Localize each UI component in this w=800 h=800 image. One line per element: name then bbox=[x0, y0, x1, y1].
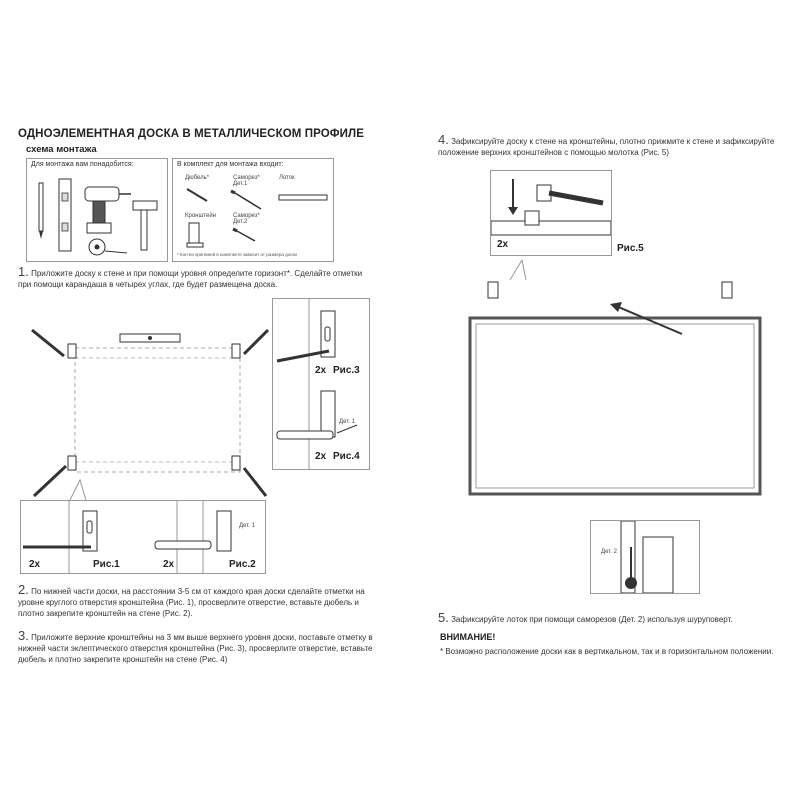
warning-title: ВНИМАНИЕ! bbox=[440, 632, 496, 642]
dowel-icon bbox=[187, 189, 207, 201]
bracket-icon bbox=[217, 511, 231, 551]
pencil-icon bbox=[39, 183, 43, 239]
bracket-icon bbox=[83, 511, 97, 551]
step-3 bbox=[18, 630, 378, 665]
step-2 bbox=[18, 584, 378, 619]
fig1-count: 2x bbox=[29, 559, 41, 570]
fig12-box bbox=[20, 500, 266, 574]
step-3-number: 3. bbox=[18, 628, 29, 643]
step-1-illustration bbox=[20, 300, 270, 500]
tray-icon bbox=[279, 195, 327, 200]
fig2-label: Рис.2 bbox=[229, 559, 256, 570]
fig6-box bbox=[590, 520, 700, 594]
fig4-part: Дет. 1 bbox=[339, 419, 355, 425]
bracket-icon bbox=[68, 344, 76, 358]
fig3-count: 2x bbox=[315, 365, 327, 376]
kit-footnote: * Кол-во крепежей в комплекте зависит от размера доски bbox=[177, 252, 297, 257]
fig5-box bbox=[490, 170, 644, 256]
step-3-text: Приложите верхние кронштейны на 3 мм выше верхнего уровня доски, поставьте отметку в нижней части эклептического отверстия кронштейна (Рис. 3), просверлите отверстие, вставьте дюбель и плотно закрепите кронштейн на стене (Рис. 4) bbox=[18, 633, 373, 664]
fig1-label: Рис.1 bbox=[93, 559, 120, 570]
fig34-box bbox=[272, 298, 370, 470]
level-icon bbox=[120, 334, 180, 342]
fig5-label: Рис.5 bbox=[617, 243, 644, 254]
bracket-icon bbox=[321, 391, 335, 437]
screw-icon bbox=[231, 191, 261, 209]
fig2-part: Дет. 1 bbox=[239, 523, 255, 529]
fig5-illustration bbox=[491, 171, 611, 255]
step-4 bbox=[438, 134, 783, 158]
kit-illustration bbox=[173, 159, 333, 261]
bracket-icon bbox=[232, 344, 240, 358]
step-4-text: Зафиксируйте доску к стене на кронштейны, плотно прижмите к стене и зафиксируйте положение верхних кронштейнов с помощью молотка (Рис. 5) bbox=[438, 137, 775, 157]
tools-box bbox=[26, 158, 168, 262]
tools-illustration bbox=[27, 173, 167, 261]
drill-icon bbox=[85, 187, 131, 233]
kit-item-dowel: Дюбель* bbox=[185, 175, 210, 181]
hammer-icon bbox=[537, 185, 603, 203]
fig34-illustration bbox=[273, 299, 369, 469]
step-1-text: Приложите доску к стене и при помощи уровня определите горизонт*. Сделайте отметки при помощи карандаша в четырех углах, где будет размещена доска. bbox=[18, 269, 363, 289]
warning-text: * Возможно расположение доски как в вертикальном, так и в горизонтальном положении. bbox=[440, 647, 774, 656]
fig4-count: 2x bbox=[315, 451, 327, 462]
hammer-icon bbox=[133, 201, 157, 250]
fig3-label: Рис.3 bbox=[333, 365, 360, 376]
step-2-text: По нижней части доски, на расстоянии 3-5 см от каждого края доски сделайте отметки на уровне круглого отверстия кронштейна (Рис. 1), просверлите отверстие, вставьте дюбель и плотно закрепите кронштейн на стене (Рис. 2). bbox=[18, 587, 365, 618]
fig4-label: Рис.4 bbox=[333, 451, 360, 462]
step-5-text: Зафиксируйте лоток при помощи саморезов (Дет. 2) используя шуруповерт. bbox=[451, 615, 733, 624]
step-2-number: 2. bbox=[18, 582, 29, 597]
step-5 bbox=[438, 612, 783, 625]
fig2-count: 2x bbox=[163, 559, 175, 570]
bracket-icon bbox=[488, 282, 498, 298]
page-subtitle: схема монтажа bbox=[26, 144, 97, 155]
step-1-number: 1. bbox=[18, 264, 29, 279]
fig6-illustration bbox=[591, 521, 699, 593]
kit-box bbox=[172, 158, 334, 262]
step-5-number: 5. bbox=[438, 610, 449, 625]
bracket-icon bbox=[232, 456, 240, 470]
board-illustration bbox=[460, 258, 780, 508]
bracket-icon bbox=[187, 223, 203, 247]
page-title: ОДНОЭЛЕМЕНТНАЯ ДОСКА В МЕТАЛЛИЧЕСКОМ ПРОФИЛЕ bbox=[18, 128, 364, 140]
bracket-icon bbox=[722, 282, 732, 298]
level-icon bbox=[59, 179, 71, 251]
fig6-part: Дет. 2 bbox=[601, 549, 617, 555]
tools-heading: Для монтажа вам понадобится: bbox=[31, 161, 134, 168]
kit-item-screw1: Саморез* Дет.1 bbox=[233, 175, 260, 187]
screw-icon bbox=[233, 229, 255, 241]
bracket-icon bbox=[525, 211, 539, 225]
kit-item-screw2: Саморез* Дет.2 bbox=[233, 213, 260, 225]
tape-measure-icon bbox=[89, 239, 127, 255]
kit-heading: В комплект для монтажа входит: bbox=[177, 161, 284, 168]
kit-item-tray: Лоток bbox=[279, 175, 295, 181]
step-1 bbox=[18, 266, 368, 290]
fig5-count: 2x bbox=[497, 239, 509, 250]
bracket-icon bbox=[68, 456, 76, 470]
kit-item-bracket: Кронштейн bbox=[185, 213, 216, 219]
step-4-number: 4. bbox=[438, 132, 449, 147]
